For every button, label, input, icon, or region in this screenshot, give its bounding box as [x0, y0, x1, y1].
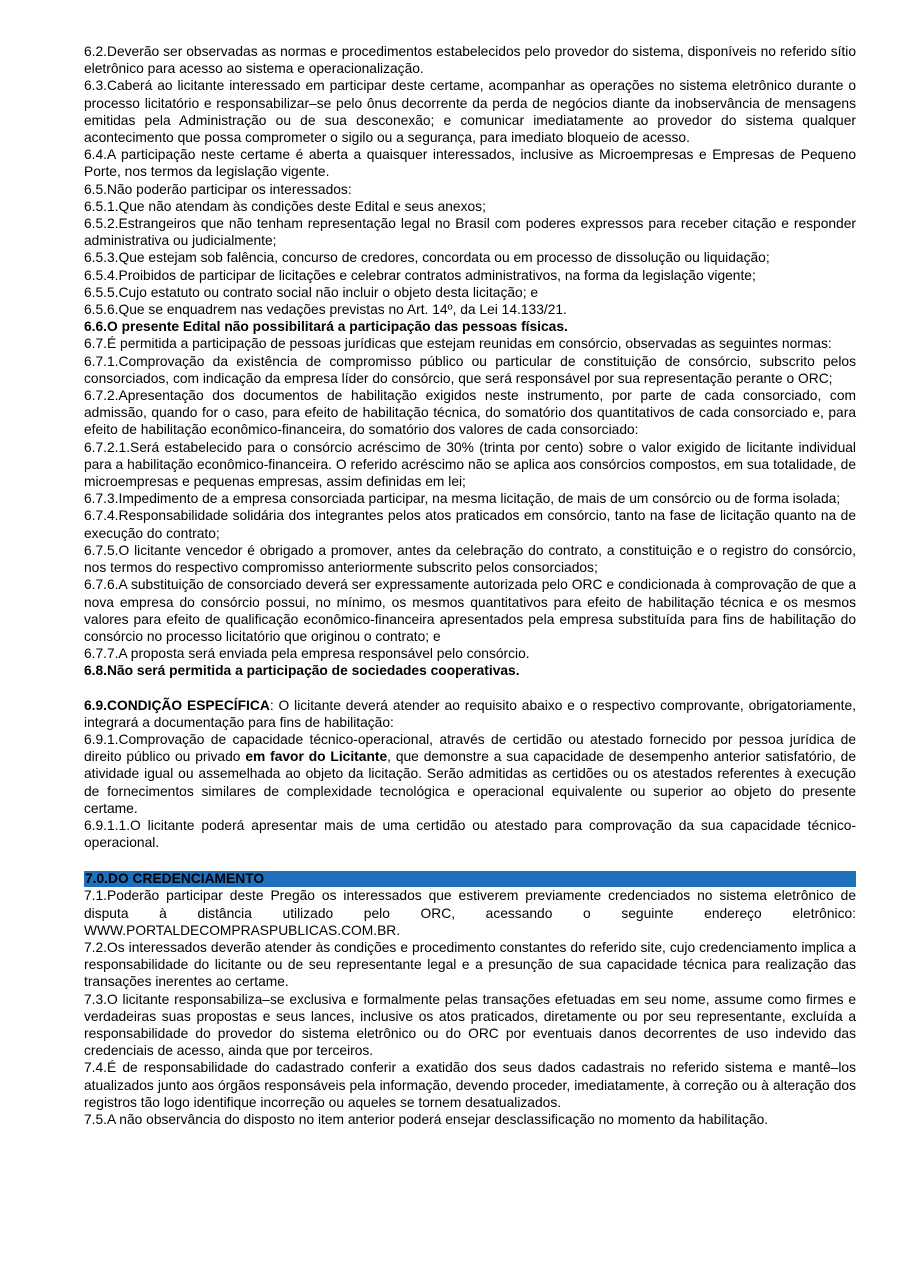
clause-6-9-1-1: 6.9.1.1.O licitante poderá apresentar mais de uma certidão ou atestado para comprovação da sua capacidade técnico-operacional. — [84, 817, 856, 851]
clause-6-8: 6.8.Não será permitida a participação de sociedades cooperativas. — [84, 663, 520, 679]
clause-6-5: 6.5.Não poderão participar os interessados: — [84, 181, 352, 197]
clause-6-5-4: 6.5.4.Proibidos de participar de licitações e celebrar contratos administrativos, na forma da legislação vigente; — [84, 267, 756, 283]
clause-6-7-2-1: 6.7.2.1.Será estabelecido para o consórcio acréscimo de 30% (trinta por cento) sobre o valor exigido de licitante individual para a habilitação econômico-financeira. O referido acréscimo não se aplica aos consórcios compostos, em sua totalidade, de microempresas e pequenas empresas, assim definidas em lei; — [84, 439, 856, 490]
clause-6-6: 6.6.O presente Edital não possibilitará a participação das pessoas físicas. — [84, 319, 568, 335]
clause-7-3: 7.3.O licitante responsabiliza–se exclusiva e formalmente pelas transações efetuadas em seu nome, assume como firmes e verdadeiras suas propostas e seus lances, inclusive os atos praticados, diretamente ou por seu representante, excluída a responsabilidade do provedor do sistema eletrônico ou do ORC por eventuais danos decorrentes de uso indevido das credenciais de acesso, ainda que por terceiros. — [84, 991, 856, 1059]
clause-6-7: 6.7.É permitida a participação de pessoas jurídicas que estejam reunidas em consórcio, observadas as seguintes normas: — [84, 336, 832, 352]
clause-6-7-4: 6.7.4.Responsabilidade solidária dos integrantes pelos atos praticados em consórcio, tanto na fase de licitação quanto na de execução do contrato; — [84, 508, 856, 541]
clause-6-3: 6.3.Caberá ao licitante interessado em participar deste certame, acompanhar as operações no sistema eletrônico durante o processo licitatório e responsabilizar–se pelo ônus decorrente da perda de negócios diante da inobservância de mensagens emitidas pela Administração ou de sua desconexão; e comunicar imediatamente ao provedor do sistema qualquer acontecimento que possa comprometer o sigilo ou a segurança, para imediato bloqueio de acesso. — [84, 78, 856, 146]
clause-6-7-1: 6.7.1.Comprovação da existência de compromisso público ou particular de constituição de consórcio, subscrito pelos consorciados, com indicação da empresa líder do consórcio, que será responsável por sua representação perante o ORC; — [84, 353, 856, 386]
clause-7-2: 7.2.Os interessados deverão atender às condições e procedimento constantes do referido site, cujo credenciamento implica a responsabilidade do licitante ou de seu representante legal e a presunção de sua capacidade técnica para realização das transações inerentes ao certame. — [84, 939, 856, 990]
clause-6-7-5: 6.7.5.O licitante vencedor é obrigado a promover, antes da celebração do contrato, a constituição e o registro do consórcio, nos termos do respectivo compromisso anteriormente subscrito pelos consorciados; — [84, 542, 856, 576]
clause-6-5-1: 6.5.1.Que não atendam às condições deste Edital e seus anexos; — [84, 198, 486, 214]
clause-6-5-3: 6.5.3.Que estejam sob falência, concurso de credores, concordata ou em processo de dissolução ou liquidação; — [84, 250, 770, 266]
clause-6-7-6: 6.7.6.A substituição de consorciado deverá ser expressamente autorizada pelo ORC e condicionada à comprovação de que a nova empresa do consórcio possui, no mínimo, os mesmos quantitativos para efeito de habilitação técnica e os mesmos valores para efeito de qualificação econômico-financeira apresentados pela empresa substituída para fins de habilitação do consórcio no processo licitatório que originou o contrato; e — [84, 577, 856, 644]
clause-6-7-7: 6.7.7.A proposta será enviada pela empresa responsável pelo consórcio. — [84, 646, 530, 662]
clause-7-4: 7.4.É de responsabilidade do cadastrado conferir a exatidão dos seus dados cadastrais no referido sistema e mantê–los atualizados junto aos órgãos responsáveis pela informação, devendo proceder, imediatamente, à correção ou à alteração dos registros tão logo identifique incorreção ou aqueles se tornem desatualizados. — [84, 1060, 856, 1110]
clause-6-5-6: 6.5.6.Que se enquadrem nas vedações previstas no Art. 14º, da Lei 14.133/21. — [84, 302, 567, 318]
clause-6-9-1-emphasis: em favor do Licitante — [245, 749, 388, 765]
clause-6-2: 6.2.Deverão ser observadas as normas e procedimentos estabelecidos pelo provedor do sistema, disponíveis no referido sítio eletrônico para acesso ao sistema e operacionalização. — [84, 44, 856, 77]
clause-6-9-1-part-a: 6.9.1.Comprovação de capacidade técnico-operacional, através de certidão ou atestado fornecido por pessoa jurídica de direito público ou privado — [84, 731, 856, 765]
clause-7-1: 7.1.Poderão participar deste Pregão os interessados que estiverem previamente credenciados no sistema eletrônico de disputa à distância utilizado pelo ORC, acessando o seguinte endereço eletrônico: WWW.PORTALDECOMPRASPUBLICAS.COM.BR. — [84, 888, 856, 938]
clause-6-5-5: 6.5.5.Cujo estatuto ou contrato social não incluir o objeto desta licitação; e — [84, 284, 539, 300]
paragraph-spacer — [84, 680, 856, 697]
clause-6-7-2: 6.7.2.Apresentação dos documentos de habilitação exigidos neste instrumento, por parte de cada consorciado, com admissão, quando for o caso, para efeito de habilitação técnica, do somatório dos quantitativos de cada consorciado e, para efeito de habilitação econômico-financeira, do somatório dos valores de cada consorciado: — [84, 388, 856, 438]
clause-6-9 — [84, 697, 856, 731]
clause-6-4: 6.4.A participação neste certame é aberta a quaisquer interessados, inclusive as Microempresas e Empresas de Pequeno Porte, nos termos da legislação vigente. — [84, 147, 856, 180]
section-heading-credenciamento: 7.0.DO CREDENCIAMENTO — [84, 871, 856, 887]
clause-6-7-3: 6.7.3.Impedimento de a empresa consorciada participar, na mesma licitação, de mais de um consórcio ou de forma isolada; — [84, 491, 841, 507]
clause-6-5-2: 6.5.2.Estrangeiros que não tenham representação legal no Brasil com poderes expressos para receber citação e responder administrativa ou judicialmente; — [84, 216, 856, 249]
clause-6-9-1-part-b: , que demonstre a sua capacidade de desempenho anterior satisfatório, de atividade igual ou assemelhada ao objeto da licitação. Serão admitidas as certidões ou os atestados referentes à execução de fornecimentos similares de complexidade tecnológica e operacional equivalente ou superior ao objeto do presente certame. — [84, 749, 856, 816]
clause-6-9-label: 6.9.CONDIÇÃO ESPECÍFICA — [84, 697, 270, 713]
clause-6-9-text: : O licitante deverá atender ao requisito abaixo e o respectivo comprovante, obrigatoriamente, integrará a documentação para fins de habilitação: — [84, 697, 856, 730]
clause-7-5: 7.5.A não observância do disposto no item anterior poderá ensejar desclassificação no momento da habilitação. — [84, 1111, 769, 1127]
clause-6-9-1 — [84, 731, 856, 817]
